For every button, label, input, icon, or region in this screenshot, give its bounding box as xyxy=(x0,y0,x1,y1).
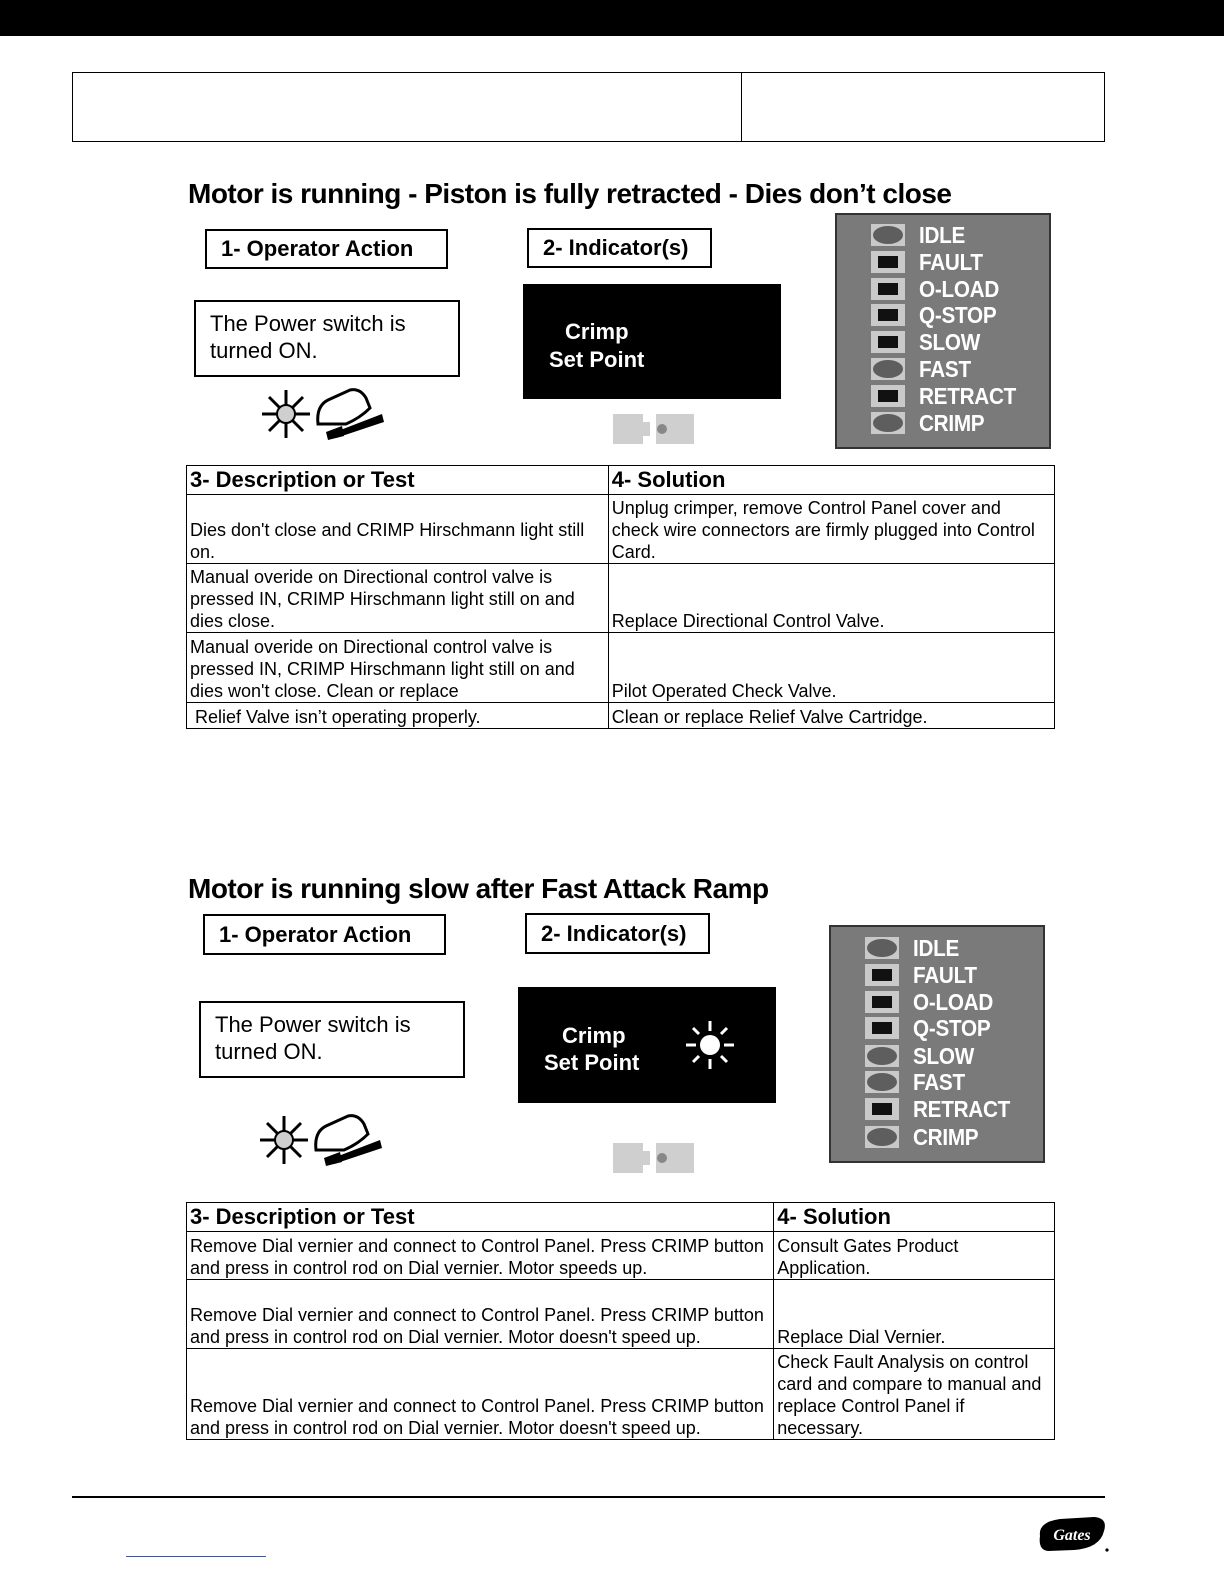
troubleshooting-table-1 xyxy=(186,465,1055,729)
connector-icon xyxy=(612,1141,694,1175)
led-label: Q-STOP xyxy=(913,1014,991,1041)
led-indicator-icon xyxy=(865,1126,899,1148)
solution-cell: Check Fault Analysis on control card and compare to manual and replace Control Panel if necessary. xyxy=(774,1349,1055,1440)
display-line-1: Crimp xyxy=(565,319,629,344)
led-fault xyxy=(865,962,984,988)
solution-cell: Replace Dial Vernier. xyxy=(774,1280,1055,1349)
led-idle xyxy=(871,222,970,248)
top-black-bar xyxy=(0,0,1224,36)
operator-action-label: 1- Operator Action xyxy=(203,914,446,955)
flashing-light-icon xyxy=(684,1019,736,1071)
led-indicator-icon xyxy=(865,1071,899,1093)
led-indicator-icon xyxy=(871,412,905,434)
led-label: RETRACT xyxy=(919,382,1017,409)
description-cell: Remove Dial vernier and connect to Control Panel. Press CRIMP button and press in control rod on Dial vernier. Motor doesn't speed up. xyxy=(187,1280,774,1349)
description-cell: Remove Dial vernier and connect to Control Panel. Press CRIMP button and press in control rod on Dial vernier. Motor speeds up. xyxy=(187,1232,774,1280)
led-label: IDLE xyxy=(919,221,966,248)
header-box xyxy=(72,72,1105,142)
led-slow xyxy=(865,1043,981,1069)
operator-action-label: 1- Operator Action xyxy=(205,229,448,269)
table-row xyxy=(187,703,1055,729)
led-indicator-icon xyxy=(865,937,899,959)
table-row xyxy=(187,1280,1055,1349)
table-header-solution: 4- Solution xyxy=(774,1203,1055,1232)
led-indicator-icon xyxy=(871,358,905,380)
led-indicator-icon xyxy=(871,385,905,407)
led-label: SLOW xyxy=(919,328,981,355)
led-label: FAST xyxy=(913,1068,965,1095)
led-label: FAULT xyxy=(913,961,977,988)
led-indicator-icon xyxy=(871,251,905,273)
led-label: SLOW xyxy=(913,1042,975,1069)
table-header-description: 3- Description or Test xyxy=(187,1203,774,1232)
power-foot-pedal-icon xyxy=(256,384,390,442)
crimp-set-point-display xyxy=(523,284,781,399)
logo-text: Gates xyxy=(1053,1527,1091,1544)
section-1-title: Motor is running - Piston is fully retracted - Dies don’t close xyxy=(188,178,952,209)
table-row xyxy=(187,495,1055,564)
troubleshooting-table-2 xyxy=(186,1202,1055,1440)
led-indicator-icon xyxy=(865,1045,899,1067)
description-cell: Relief Valve isn’t operating properly. xyxy=(187,703,609,729)
led-crimp xyxy=(865,1124,986,1150)
led-indicator-icon xyxy=(865,991,899,1013)
description-cell: Remove Dial vernier and connect to Control Panel. Press CRIMP button and press in control rod on Dial vernier. Motor doesn't speed up. xyxy=(187,1349,774,1440)
table-row xyxy=(187,564,1055,633)
led-o-load xyxy=(865,989,1002,1015)
led-slow xyxy=(871,329,987,355)
solution-cell: Pilot Operated Check Valve. xyxy=(608,633,1054,703)
operator-action-text: The Power switch is turned ON. xyxy=(194,300,460,377)
operator-action-text: The Power switch is turned ON. xyxy=(199,1001,465,1078)
led-q-stop xyxy=(865,1015,999,1041)
led-o-load xyxy=(871,276,1008,302)
display-line-1: Crimp xyxy=(562,1023,626,1048)
footer-rule xyxy=(72,1496,1105,1498)
display-line-2: Set Point xyxy=(549,347,645,372)
led-q-stop xyxy=(871,302,1005,328)
led-indicator-icon xyxy=(871,331,905,353)
led-indicator-icon xyxy=(865,1017,899,1039)
connector-icon xyxy=(612,412,694,446)
led-label: FAST xyxy=(919,355,971,382)
table-row xyxy=(187,633,1055,703)
led-status-panel xyxy=(835,213,1051,449)
indicator-label: 2- Indicator(s) xyxy=(525,913,710,954)
gates-logo xyxy=(1034,1514,1110,1554)
led-label: IDLE xyxy=(913,934,960,961)
led-retract xyxy=(871,383,1027,409)
led-crimp xyxy=(871,410,992,436)
table-row xyxy=(187,1349,1055,1440)
led-fast xyxy=(871,356,977,382)
led-label: O-LOAD xyxy=(913,988,994,1015)
table-header-description: 3- Description or Test xyxy=(187,466,609,495)
led-label: RETRACT xyxy=(913,1095,1011,1122)
led-indicator-icon xyxy=(865,1098,899,1120)
led-label: O-LOAD xyxy=(919,275,1000,302)
description-cell: Manual overide on Directional control valve is pressed IN, CRIMP Hirschmann light still on and dies close. xyxy=(187,564,609,633)
indicator-label: 2- Indicator(s) xyxy=(527,228,712,268)
section-2-title: Motor is running slow after Fast Attack Ramp xyxy=(188,873,769,904)
table-header-solution: 4- Solution xyxy=(608,466,1054,495)
led-status-panel xyxy=(829,925,1045,1163)
led-indicator-icon xyxy=(871,278,905,300)
solution-cell: Clean or replace Relief Valve Cartridge. xyxy=(608,703,1054,729)
led-label: CRIMP xyxy=(919,409,985,436)
led-indicator-icon xyxy=(871,224,905,246)
power-foot-pedal-icon xyxy=(254,1110,388,1168)
solution-cell: Replace Directional Control Valve. xyxy=(608,564,1054,633)
led-indicator-icon xyxy=(865,964,899,986)
footer-link-underline[interactable] xyxy=(126,1556,266,1557)
led-label: FAULT xyxy=(919,248,983,275)
led-label: Q-STOP xyxy=(919,301,997,328)
description-cell: Manual overide on Directional control valve is pressed IN, CRIMP Hirschmann light still on and dies won't close. Clean or replace xyxy=(187,633,609,703)
led-idle xyxy=(865,935,964,961)
solution-cell: Unplug crimper, remove Control Panel cover and check wire connectors are firmly plugged into Control Card. xyxy=(608,495,1054,564)
led-label: CRIMP xyxy=(913,1123,979,1150)
table-row xyxy=(187,1232,1055,1280)
description-cell: Dies don't close and CRIMP Hirschmann light still on. xyxy=(187,495,609,564)
display-line-2: Set Point xyxy=(544,1050,640,1075)
led-indicator-icon xyxy=(871,304,905,326)
led-retract xyxy=(865,1096,1021,1122)
solution-cell: Consult Gates Product Application. xyxy=(774,1232,1055,1280)
led-fast xyxy=(865,1069,971,1095)
led-fault xyxy=(871,249,990,275)
crimp-set-point-display xyxy=(518,987,776,1103)
